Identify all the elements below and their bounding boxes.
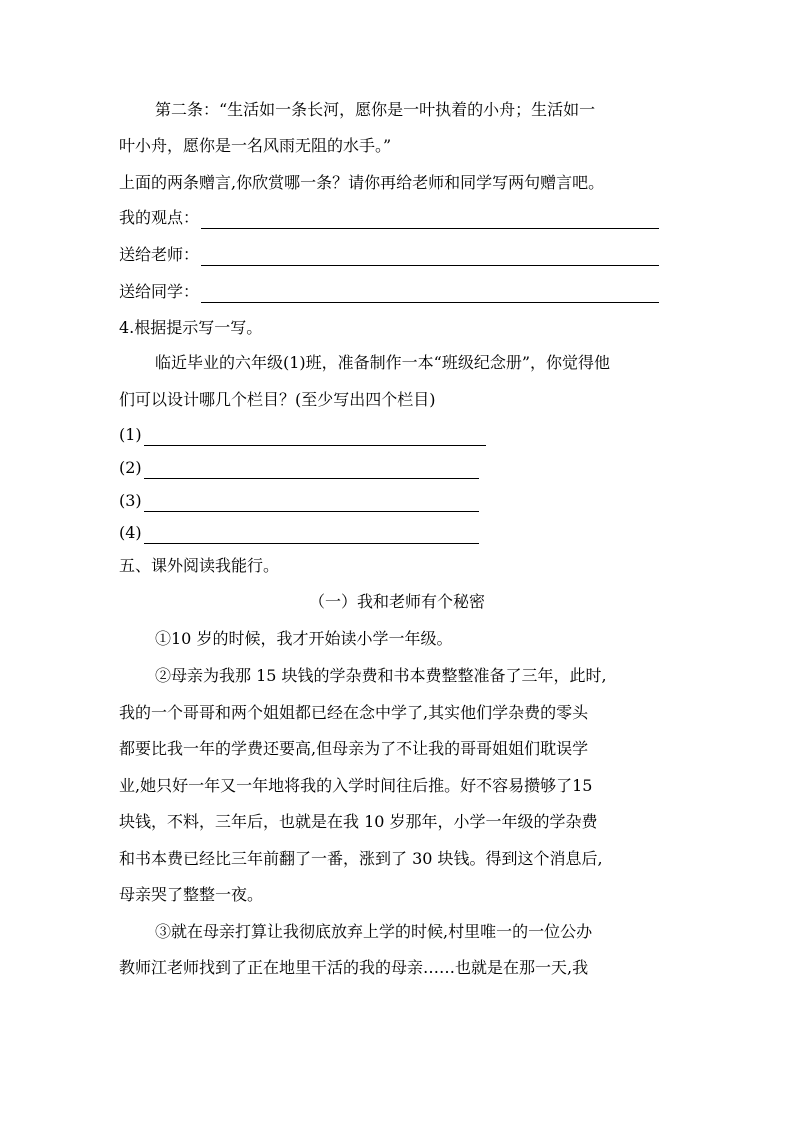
story-paragraph-2-line: 块钱，不料，三年后，也就是在我 10 岁那年，小学一年级的学杂费: [119, 812, 598, 831]
item-number: (3): [119, 491, 142, 510]
section-heading: 五、课外阅读我能行。: [119, 556, 280, 575]
to-teacher-row: [119, 244, 659, 266]
story-paragraph-2-line: ②母亲为我那 15 块钱的学杂费和书本费整整准备了三年，此时,: [155, 666, 607, 685]
to-classmate-label: 送给同学：: [119, 282, 200, 301]
column-answer-blank[interactable]: [144, 497, 479, 512]
column-item-3: [119, 490, 479, 512]
to-classmate-answer-blank[interactable]: [201, 288, 659, 303]
paragraph-line: 临近毕业的六年级(1)班，准备制作一本“班级纪念册”，你觉得他: [155, 353, 611, 372]
my-view-row: [119, 207, 659, 229]
column-item-2: [119, 457, 479, 479]
item-number: (2): [119, 458, 142, 477]
story-paragraph-3-line: ③就在母亲打算让我彻底放弃上学的时候,村里唯一的一位公办: [155, 922, 593, 941]
story-title: （一）我和老师有个秘密: [308, 592, 485, 611]
story-paragraph-3-line: 教师江老师找到了正在地里干活的我的母亲……也就是在那一天,我: [119, 958, 589, 977]
story-paragraph-2-line: 我的一个哥哥和两个姐姐都已经在念中学了,其实他们学杂费的零头: [119, 703, 589, 722]
question-intro: 上面的两条赠言,你欣赏哪一条？请你再给老师和同学写两句赠言吧。: [119, 173, 605, 192]
paragraph-line: 叶小舟，愿你是一名风雨无阻的水手。”: [119, 136, 392, 155]
column-item-1: [119, 424, 486, 446]
column-answer-blank[interactable]: [144, 431, 486, 446]
my-view-answer-blank[interactable]: [201, 214, 659, 229]
column-answer-blank[interactable]: [144, 529, 479, 544]
story-paragraph-2-line: 都要比我一年的学费还要高,但母亲为了不让我的哥哥姐姐们耽误学: [119, 739, 589, 758]
item-number: (4): [119, 523, 142, 542]
to-classmate-row: [119, 281, 659, 303]
story-paragraph-2-line: 和书本费已经比三年前翻了一番，涨到了 30 块钱。得到这个消息后,: [119, 849, 603, 868]
question-4-title: 4.根据提示写一写。: [119, 318, 263, 337]
story-paragraph-1: ①10 岁的时候，我才开始读小学一年级。: [155, 629, 453, 648]
to-teacher-label: 送给老师：: [119, 245, 200, 264]
paragraph-line: 们可以设计哪几个栏目？(至少写出四个栏目): [119, 390, 436, 409]
item-number: (1): [119, 425, 142, 444]
to-teacher-answer-blank[interactable]: [201, 251, 659, 266]
my-view-label: 我的观点：: [119, 208, 200, 227]
paragraph-line: 第二条：“生活如一条长河，愿你是一叶执着的小舟；生活如一: [155, 100, 596, 119]
story-paragraph-2-line: 母亲哭了整整一夜。: [119, 885, 264, 904]
column-answer-blank[interactable]: [144, 464, 479, 479]
column-item-4: [119, 522, 479, 544]
story-paragraph-2-line: 业,她只好一年又一年地将我的入学时间往后推。好不容易攒够了15: [119, 776, 593, 795]
